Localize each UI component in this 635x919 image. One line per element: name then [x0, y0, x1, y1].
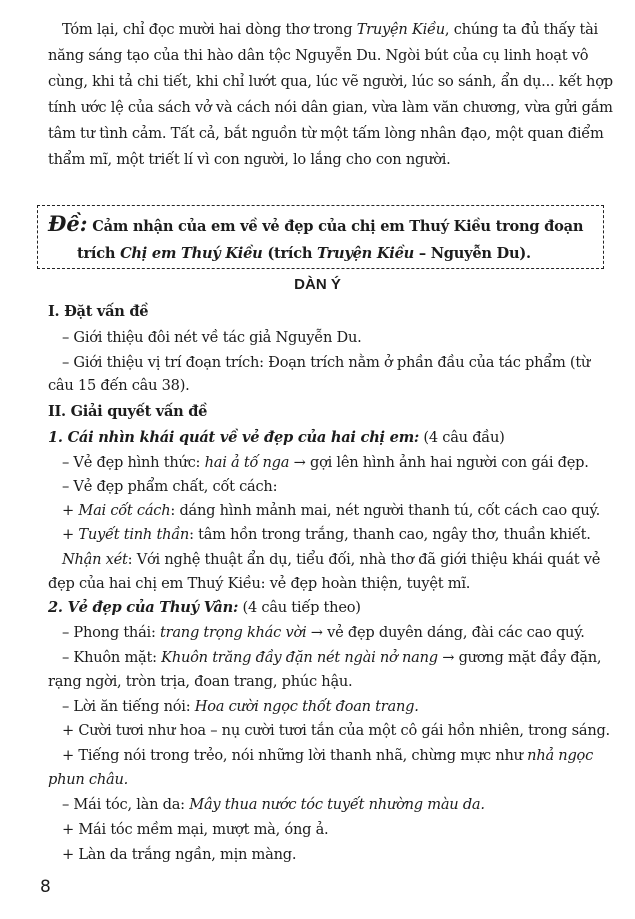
s2-1-remark: Nhận xét: Với nghệ thuật ẩn dụ, tiểu đối, nhà thơ đã giới thiệu khái quát vẻ	[62, 551, 601, 568]
s2-1-remark-cont: đẹp của hai chị em Thuý Kiều: vẻ đẹp hoàn thiện, tuyệt mĩ.	[48, 575, 471, 592]
s2-2-bullet-3: – Lời ăn tiếng nói: Hoa cười ngọc thốt đoan trang.	[62, 698, 419, 715]
s2-2-bullet-1: – Phong thái: trang trọng khác vời → vẻ đẹp duyên dáng, đài các cao quý.	[62, 624, 585, 641]
outline-title: DÀN Ý	[294, 276, 341, 293]
s2-2-bullet-2: – Khuôn mặt: Khuôn trăng đầy đặn nét ngài nở nang → gương mặt đầy đặn,	[62, 649, 602, 666]
prompt-label: Đề:	[48, 211, 88, 236]
s2-2-bullet-5: + Tiếng nói trong trẻo, nói những lời thanh nhã, chừng mực như nhả ngọc	[62, 747, 594, 764]
intro-line-6: thẩm mĩ, một triết lí vì con người, lo lắng cho con người.	[48, 151, 451, 168]
s2-2-bullet-5-cont: phun châu.	[48, 771, 128, 788]
intro-line-5: tâm tư tình cảm. Tất cả, bắt nguồn từ một tấm lòng nhân đạo, một quan điểm	[48, 125, 604, 142]
page-number: 8	[40, 877, 51, 897]
s2-2-bullet-4: + Cười tươi như hoa – nụ cười tươi tắn của một cô gái hồn nhiên, trong sáng.	[62, 722, 610, 739]
s2-1-bullet-3: + Mai cốt cách: dáng hình mảnh mai, nét người thanh tú, cốt cách cao quý.	[62, 502, 600, 519]
subsection-2-title: 2. Vẻ đẹp của Thuý Vân: (4 câu tiếp theo)	[48, 599, 361, 616]
section-1-heading: I. Đặt vấn đề	[48, 303, 149, 320]
intro-line-2: năng sáng tạo của thi hào dân tộc Nguyễn Du. Ngòi bút của cụ linh hoạt vô	[48, 47, 589, 64]
intro-line-3: cùng, khi tả chi tiết, khi chỉ lướt qua, lúc vẽ người, lúc so sánh, ẩn dụ... kết hợp	[48, 73, 613, 90]
s2-2-bullet-7: + Mái tóc mềm mại, mượt mà, óng ả.	[62, 821, 329, 838]
prompt-line-1: Đề: Cảm nhận của em về vẻ đẹp của chị em Thuý Kiều trong đoạn	[48, 211, 584, 236]
section-2-heading: II. Giải quyết vấn đề	[48, 403, 208, 420]
s1-bullet-2: – Giới thiệu vị trí đoạn trích: Đoạn trích nằm ở phần đầu của tác phẩm (từ	[62, 354, 591, 371]
s1-bullet-2-cont: câu 15 đến câu 38).	[48, 377, 190, 394]
prompt-line-2: trích Chị em Thuý Kiều (trích Truyện Kiều – Nguyễn Du).	[77, 245, 531, 262]
s2-1-bullet-1: – Vẻ đẹp hình thức: hai ả tố nga → gợi lên hình ảnh hai người con gái đẹp.	[62, 454, 589, 471]
s2-2-bullet-6: – Mái tóc, làn da: Mây thua nước tóc tuyết nhường màu da.	[62, 796, 485, 813]
s2-1-bullet-2: – Vẻ đẹp phẩm chất, cốt cách:	[62, 478, 278, 495]
s2-2-bullet-8: + Làn da trắng ngần, mịn màng.	[62, 846, 297, 863]
subsection-1-title: 1. Cái nhìn khái quát về vẻ đẹp của hai chị em: (4 câu đầu)	[48, 429, 505, 446]
s2-1-bullet-4: + Tuyết tinh thần: tâm hồn trong trắng, thanh cao, ngây thơ, thuần khiết.	[62, 526, 591, 543]
s2-2-bullet-2-cont: rạng ngời, tròn trịa, đoan trang, phúc hậu.	[48, 673, 353, 690]
intro-line-4: tính ước lệ của sách vở và cách nói dân gian, vừa làm văn chương, vừa gửi gắm	[48, 99, 613, 116]
intro-line-1: Tóm lại, chỉ đọc mười hai dòng thơ trong Truyện Kiều, chúng ta đủ thấy tài	[62, 21, 598, 38]
s1-bullet-1: – Giới thiệu đôi nét về tác giả Nguyễn Du.	[62, 329, 362, 346]
